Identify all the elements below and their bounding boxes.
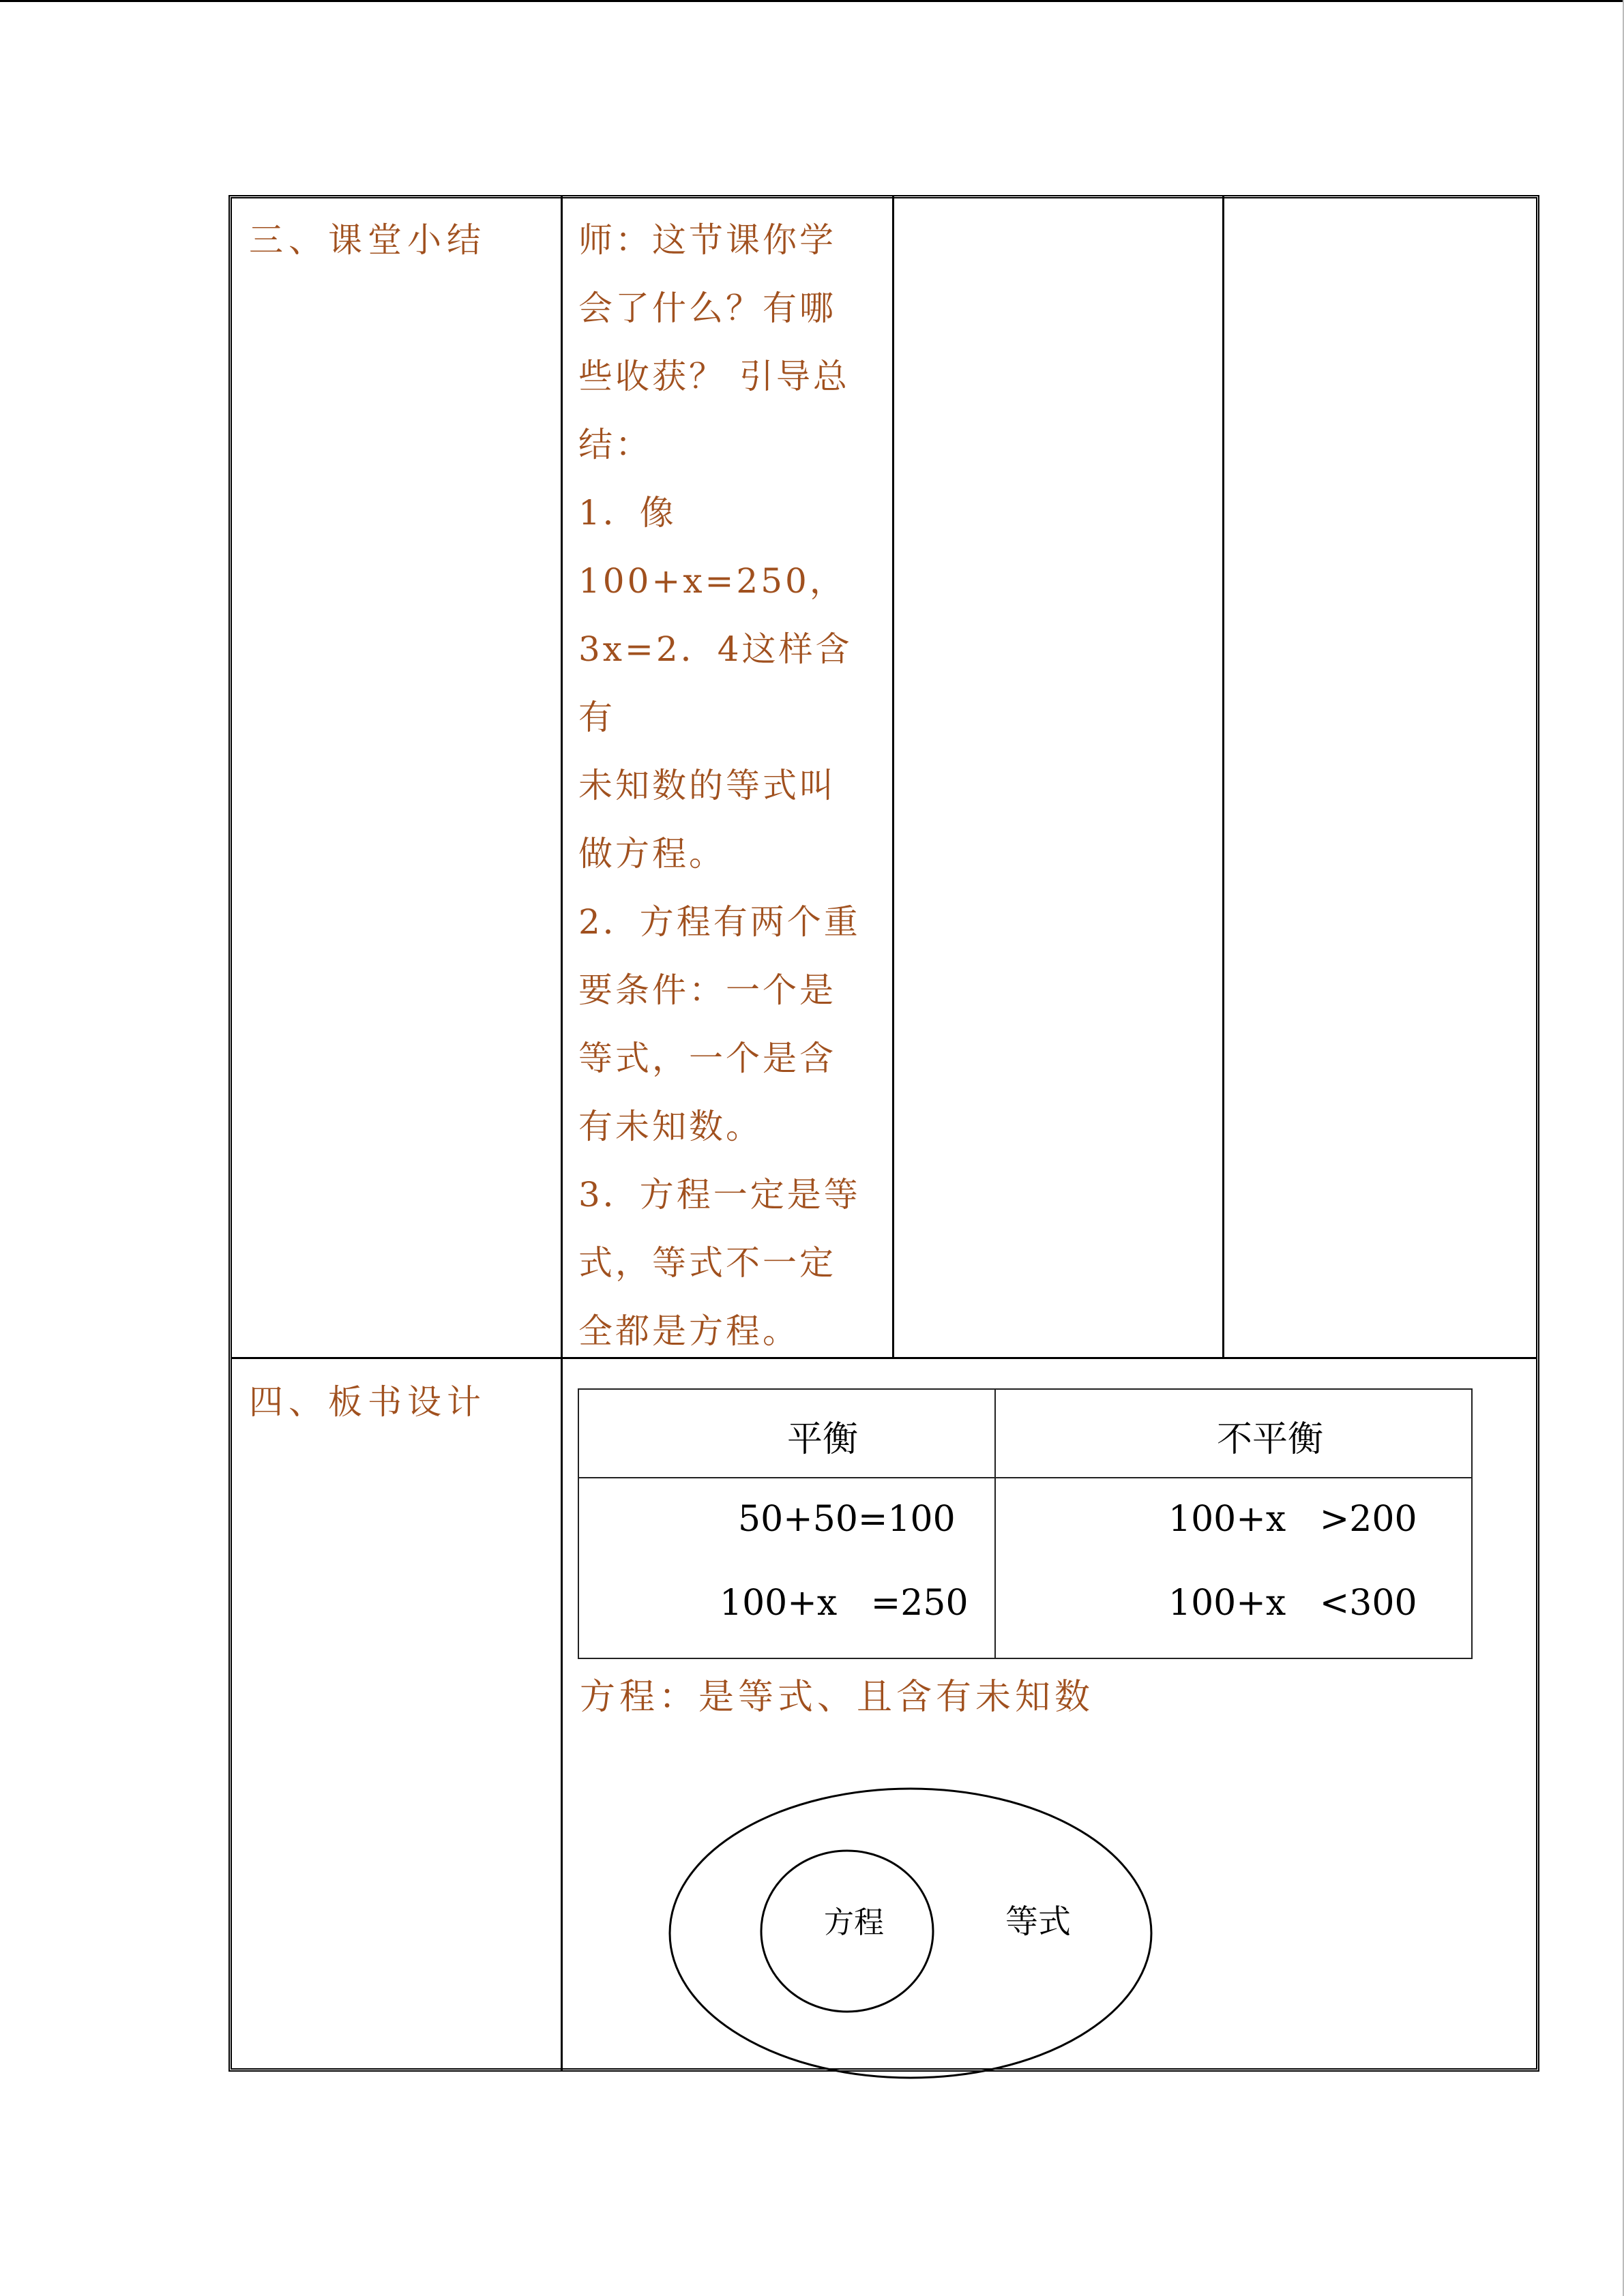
equality-set-ellipse [670,1789,1151,2078]
column-divider-2 [892,196,894,1359]
page-top-rule [0,0,1624,2]
summary-line: 未知数的等式叫 [578,766,836,805]
header-balanced: 平衡 [787,1419,859,1460]
summary-line: 100+x=250， [578,561,846,601]
balance-table-header-rule [579,1477,1471,1478]
summary-line: 要条件：一个是 [578,970,836,1010]
header-unbalanced: 不平衡 [1217,1419,1324,1460]
column-divider-3 [1222,196,1224,1359]
unbalanced-inequality: 100+x <300 [1168,1583,1417,1624]
summary-line: 师：这节课你学 [578,220,836,260]
summary-line: 2．方程有两个重 [578,902,861,942]
balance-table [578,1388,1473,1659]
summary-line: 结： [578,425,652,464]
venn-diagram [662,1780,1166,2087]
summary-line: 全都是方程。 [578,1311,799,1351]
column-divider-1 [561,196,563,2072]
summary-line: 会了什么？有哪 [578,288,836,328]
summary-text [578,206,879,1365]
unbalanced-inequality: 100+x >200 [1168,1499,1417,1540]
summary-line: 式，等式不一定 [578,1243,836,1283]
summary-line: 做方程。 [578,834,726,874]
summary-line: 3x=2．4这样含有 [578,629,853,737]
section-title-board: 四、板书设计 [249,1382,486,1422]
summary-line: 些收获？ 引导总 [578,357,850,396]
summary-line: 等式，一个是含 [578,1039,836,1078]
balanced-equation: 100+x =250 [720,1583,969,1624]
summary-line: 有未知数。 [578,1107,763,1146]
equation-definition: 方程：是等式、且含有未知数 [580,1677,1095,1718]
summary-line: 1．像 [578,493,677,533]
balanced-equation: 50+50=100 [738,1499,956,1540]
venn-inner-label: 方程 [824,1905,884,1940]
venn-outer-label: 等式 [1005,1903,1072,1941]
summary-line: 3．方程一定是等 [578,1175,861,1214]
row-divider [231,1357,1537,1359]
section-title-summary: 三、课堂小结 [249,220,486,260]
balance-table-divider [994,1390,996,1658]
